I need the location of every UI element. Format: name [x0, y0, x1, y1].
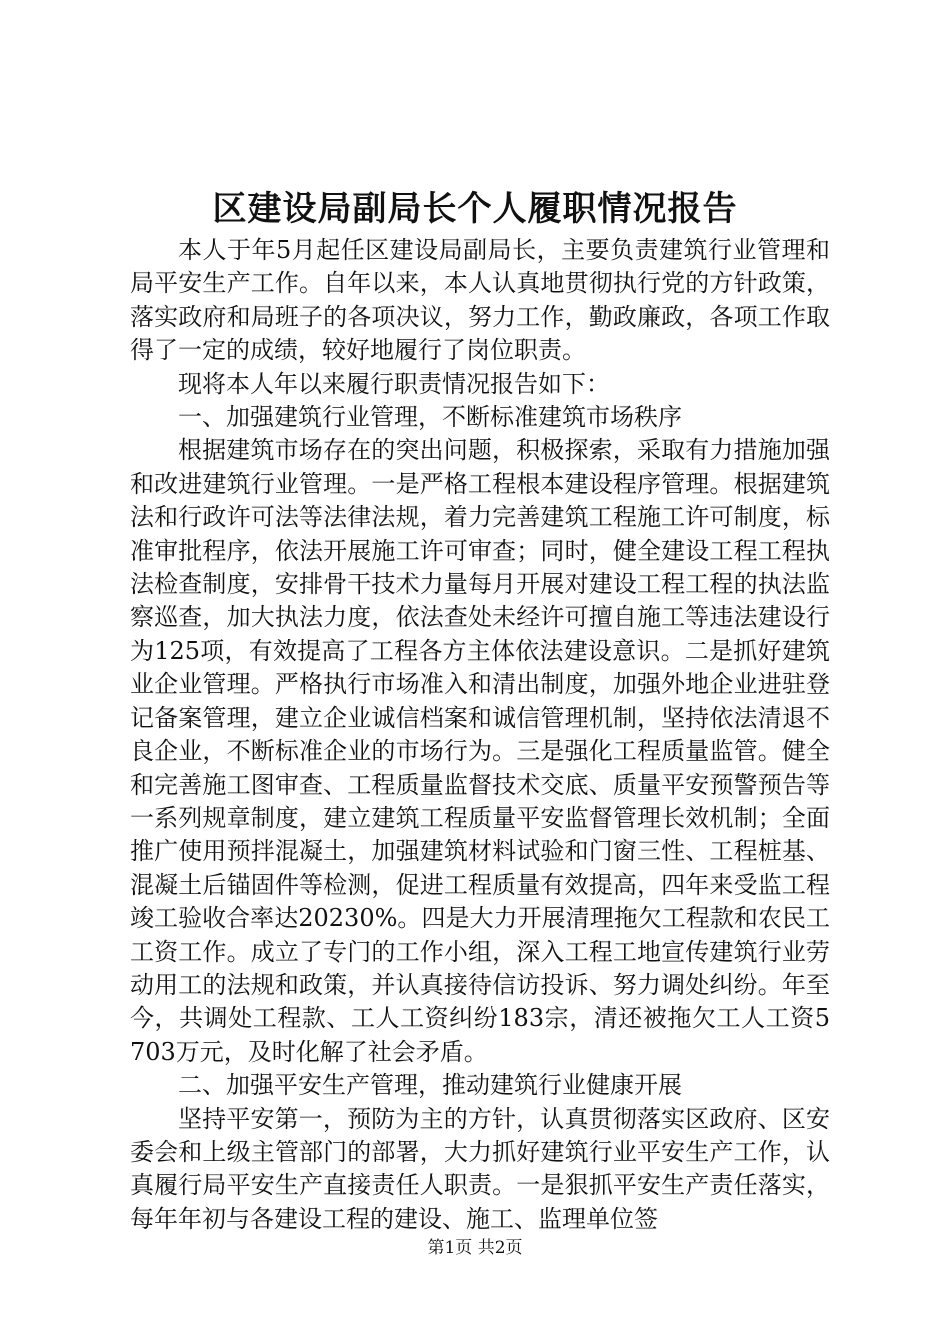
- section-1-paragraph: 根据建筑市场存在的突出问题，积极探索，采取有力措施加强和改进建筑行业管理。一是严格工程根本建设程序管理。根据建筑法和行政许可法等法律法规，着力完善建筑工程施工许可制度，标准审批程序，依法开展施工许可审查；同时，健全建设工程工程执法检查制度，安排骨干技术力量每月开展对建设工程工程的执法监察巡查，加大执法力度，依法查处未经许可擅自施工等违法建设行为125项，有效提高了工程各方主体依法建设意识。二是抓好建筑业企业管理。严格执行市场准入和清出制度，加强外地企业进驻登记备案管理，建立企业诚信档案和诚信管理机制，坚持依法清退不良企业，不断标准企业的市场行为。三是强化工程质量监管。健全和完善施工图审查、工程质量监督技术交底、质量平安预警预告等一系列规章制度，建立建筑工程质量平安监督管理长效机制；全面推广使用预拌混凝土，加强建筑材料试验和门窗三性、工程桩基、混凝土后锚固件等检测，促进工程质量有效提高，四年来受监工程竣工验收合率达20230%。四是大力开展清理拖欠工程款和农民工工资工作。成立了专门的工作小组，深入工程工地宣传建筑行业劳动用工的法规和政策，并认真接待信访投诉、努力调处纠纷。年至今，共调处工程款、工人工资纠纷183宗，清还被拖欠工人工资5703万元，及时化解了社会矛盾。: [130, 436, 830, 1066]
- document-title: 区建设局副局长个人履职情况报告: [212, 189, 738, 229]
- section-2-paragraph: 坚持平安第一，预防为主的方针，认真贯彻落实区政府、区安委会和上级主管部门的部署，大力抓好建筑行业平安生产工作，认真履行局平安生产直接责任人职责。一是狠抓平安生产责任落实，每年年初与各建设工程的建设、施工、监理单位签: [130, 1104, 830, 1233]
- intro-paragraph: 本人于年5月起任区建设局副局长，主要负责建筑行业管理和局平安生产工作。自年以来，本人认真地贯彻执行党的方针政策，落实政府和局班子的各项决议，努力工作，勤政廉政，各项工作取得了一定的成绩，较好地履行了岗位职责。: [130, 236, 830, 365]
- section-heading-2: 二、加强平安生产管理，推动建筑行业健康开展: [178, 1071, 682, 1100]
- page-footer: 第1页 共2页: [427, 1238, 523, 1258]
- section-heading-1: 一、加强建筑行业管理，不断标准建筑市场秩序: [178, 403, 682, 432]
- report-lead-paragraph: 现将本人年以来履行职责情况报告如下：: [178, 369, 610, 398]
- document-body: [130, 234, 830, 1236]
